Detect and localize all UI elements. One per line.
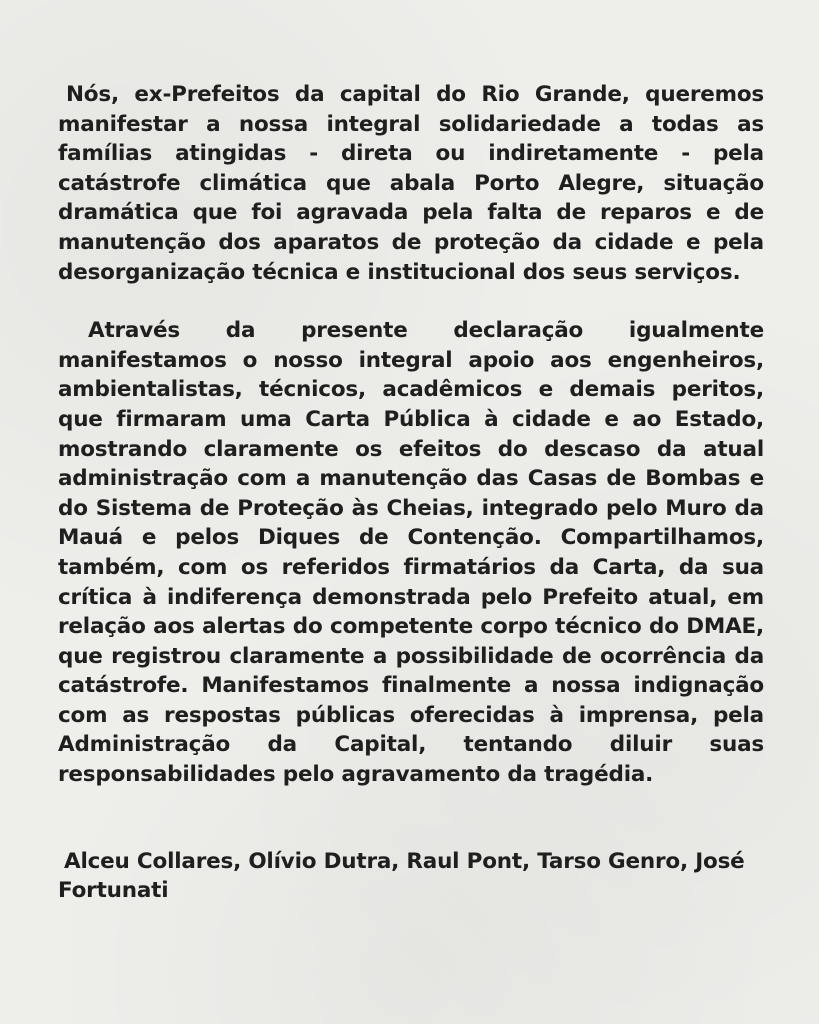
letter-body	[58, 80, 764, 906]
paragraph-solidarity: Nós, ex-Prefeitos da capital do Rio Grande, queremos manifestar a nossa integral solidariedade a todas as famílias atingidas - direta ou indiretamente - pela catástrofe climática que abala Porto Alegre, situação dramática que foi agravada pela falta de reparos e de manutenção dos aparatos de proteção da cidade e pela desorganização técnica e institucional dos seus serviços.	[58, 82, 764, 285]
paragraph-support-declaration: Através da presente declaração igualmente manifestamos o nosso integral apoio aos engenheiros, ambientalistas, técnicos, acadêmicos e demais peritos, que firmaram uma Carta Pública à cidade e ao Estado, mostrando claramente os efeitos do descaso da atual administração com a manutenção das Casas de Bombas e do Sistema de Proteção às Cheias, integrado pelo Muro da Mauá e pelos Diques de Contenção. Compartilhamos, também, com os referidos firmatários da Carta, da sua crítica à indiferença demonstrada pelo Prefeito atual, em relação aos alertas do competente corpo técnico do DMAE, que registrou claramente a possibilidade de ocorrência da catástrofe. Manifestamos finalmente a nossa indignação com as respostas públicas oferecidas à imprensa, pela Administração da Capital, tentando diluir suas responsabilidades pelo agravamento da tragédia.	[58, 318, 764, 788]
signatories: Alceu Collares, Olívio Dutra, Raul Pont, Tarso Genro, José Fortunati	[58, 848, 745, 904]
